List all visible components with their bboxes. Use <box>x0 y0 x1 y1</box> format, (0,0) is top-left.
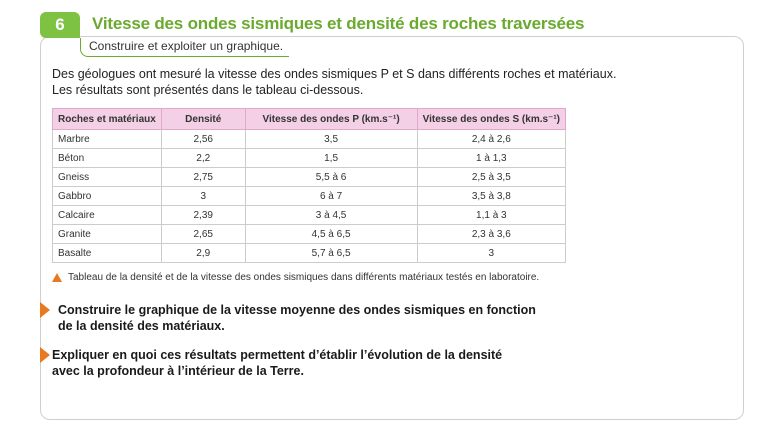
cell-density: 2,56 <box>161 130 245 149</box>
table-row <box>53 225 566 244</box>
question-1-line-2: de la densité des matériaux. <box>58 319 225 333</box>
header-s-wave: Vitesse des ondes S (km.s⁻¹) <box>417 109 565 130</box>
intro-line-1: Des géologues ont mesuré la vitesse des ondes sismiques P et S dans différents roches et matériaux. <box>52 67 617 81</box>
cell-density: 3 <box>161 187 245 206</box>
cell-p-wave: 3 à 4,5 <box>245 206 417 225</box>
table-header-row <box>53 109 566 130</box>
table-row <box>53 187 566 206</box>
intro-line-2: Les résultats sont présentés dans le tableau ci-dessous. <box>52 83 364 97</box>
table-caption <box>52 272 539 283</box>
cell-p-wave: 6 à 7 <box>245 187 417 206</box>
cell-rock: Béton <box>53 149 162 168</box>
cell-p-wave: 3,5 <box>245 130 417 149</box>
header-rock: Roches et matériaux <box>53 109 162 130</box>
exercise-title: Vitesse des ondes sismiques et densité des roches traversées <box>92 14 585 33</box>
question-2-line-1: Expliquer en quoi ces résultats permettent d’établir l’évolution de la densité <box>52 348 503 362</box>
question-1-line-1: Construire le graphique de la vitesse moyenne des ondes sismiques en fonction <box>58 303 536 317</box>
exercise-number-badge <box>40 12 80 38</box>
header-p-wave: Vitesse des ondes P (km.s⁻¹) <box>245 109 417 130</box>
cell-density: 2,75 <box>161 168 245 187</box>
data-table <box>52 108 566 263</box>
cell-s-wave: 2,4 à 2,6 <box>417 130 565 149</box>
cell-s-wave: 1,1 à 3 <box>417 206 565 225</box>
table-row <box>53 130 566 149</box>
cell-rock: Calcaire <box>53 206 162 225</box>
cell-s-wave: 2,3 à 3,6 <box>417 225 565 244</box>
question-2-line-2: avec la profondeur à l’intérieur de la Terre. <box>52 364 304 378</box>
table-row <box>53 168 566 187</box>
cell-p-wave: 4,5 à 6,5 <box>245 225 417 244</box>
cell-s-wave: 3,5 à 3,8 <box>417 187 565 206</box>
cell-rock: Basalte <box>53 244 162 263</box>
triangle-icon <box>52 273 62 282</box>
cell-density: 2,65 <box>161 225 245 244</box>
cell-p-wave: 1,5 <box>245 149 417 168</box>
cell-s-wave: 3 <box>417 244 565 263</box>
caption-text: Tableau de la densité et de la vitesse des ondes sismiques dans différents matériaux testés en laboratoire. <box>68 272 540 283</box>
cell-p-wave: 5,7 à 6,5 <box>245 244 417 263</box>
question-1 <box>58 302 536 334</box>
cell-density: 2,2 <box>161 149 245 168</box>
cell-rock: Granite <box>53 225 162 244</box>
arrow-right-icon <box>40 347 50 363</box>
cell-rock: Gabbro <box>53 187 162 206</box>
cell-s-wave: 2,5 à 3,5 <box>417 168 565 187</box>
cell-s-wave: 1 à 1,3 <box>417 149 565 168</box>
intro-text <box>52 66 732 98</box>
exercise-number: 6 <box>55 15 65 34</box>
exercise-subtitle: Construire et exploiter un graphique. <box>80 38 289 57</box>
cell-p-wave: 5,5 à 6 <box>245 168 417 187</box>
question-2 <box>52 347 502 379</box>
cell-rock: Gneiss <box>53 168 162 187</box>
cell-density: 2,9 <box>161 244 245 263</box>
header-density: Densité <box>161 109 245 130</box>
arrow-right-icon <box>40 302 50 318</box>
table-row <box>53 149 566 168</box>
cell-rock: Marbre <box>53 130 162 149</box>
table-row <box>53 244 566 263</box>
cell-density: 2,39 <box>161 206 245 225</box>
table-row <box>53 206 566 225</box>
